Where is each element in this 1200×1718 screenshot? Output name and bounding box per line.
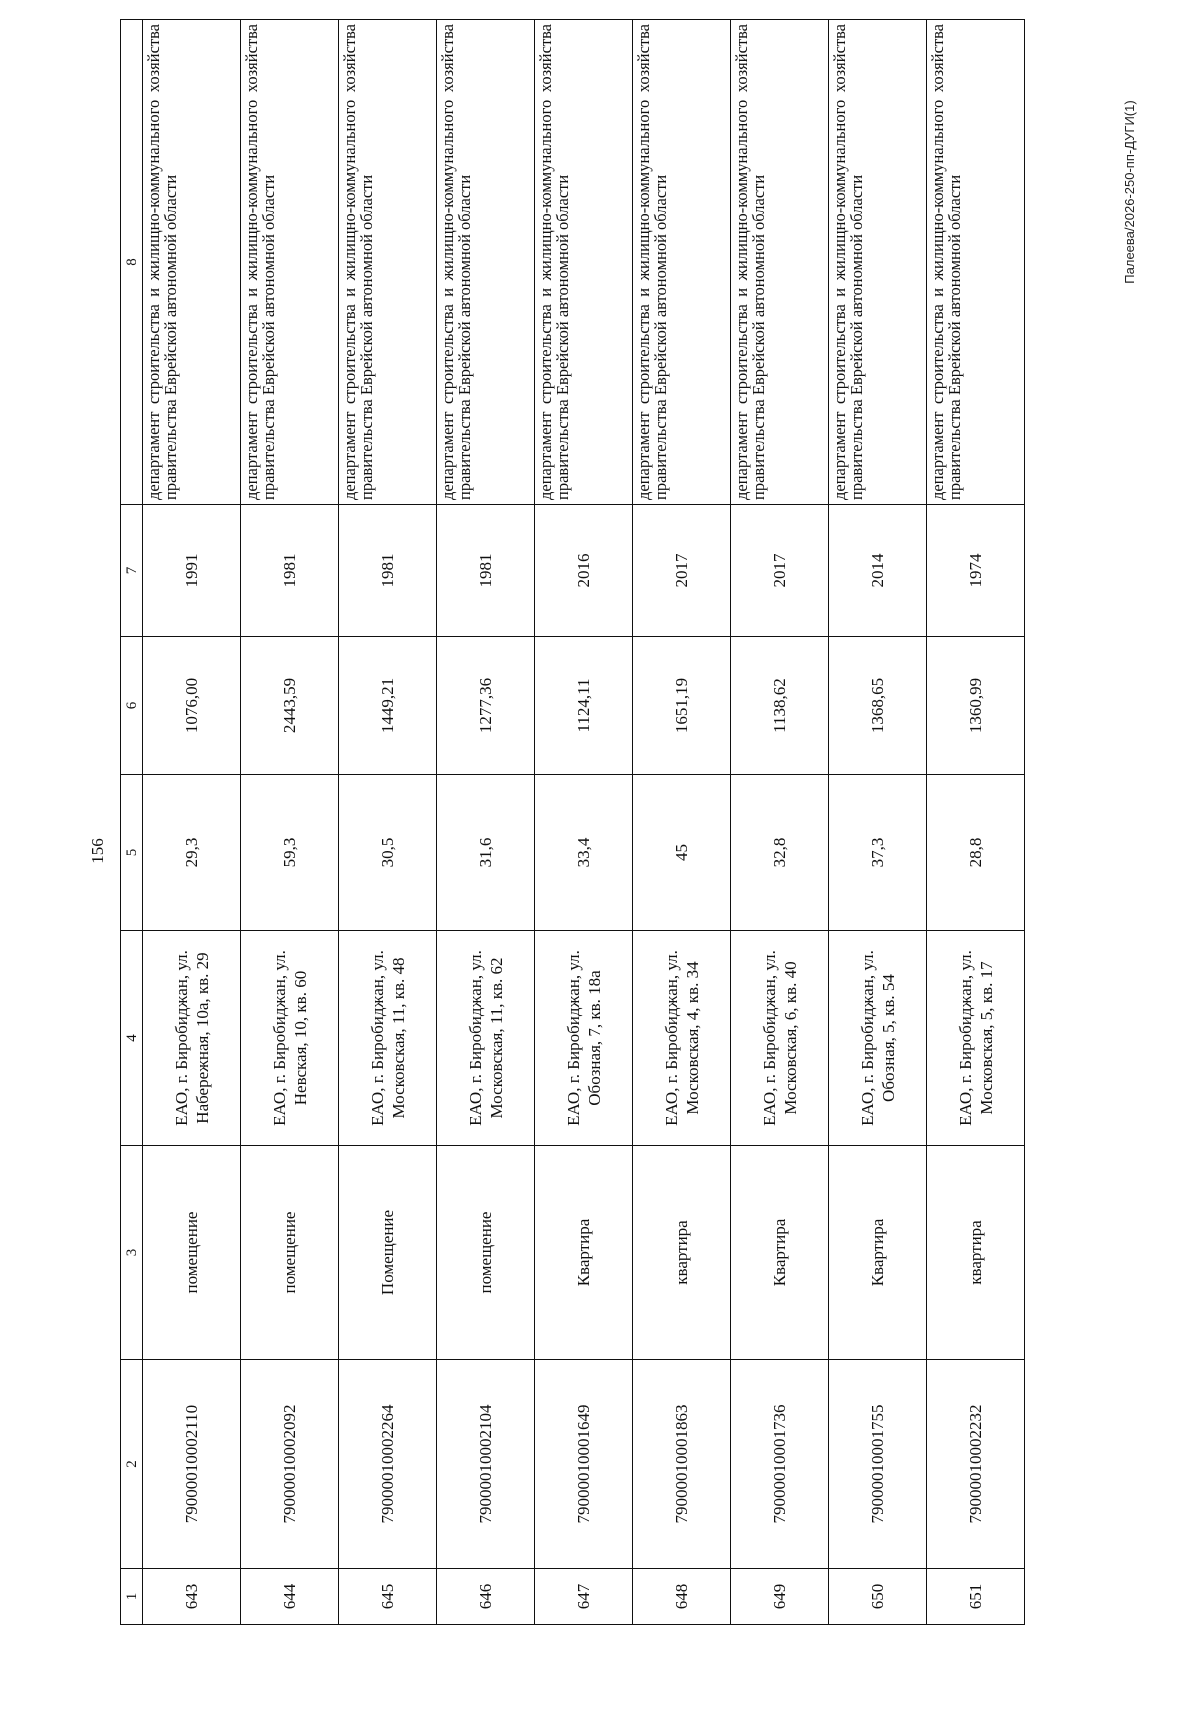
table-row (731, 20, 829, 1625)
year-cell: 2016 (535, 505, 633, 637)
address-cell: ЕАО, г. Биробиджан, ул. Московская, 4, кв. 34 (633, 931, 731, 1146)
year-cell: 2014 (829, 505, 927, 637)
cadastral-number-cell: 79000010002232 (927, 1360, 1025, 1569)
area-cell: 28,8 (927, 775, 1025, 931)
object-type-cell: Квартира (731, 1146, 829, 1360)
row-number-cell: 645 (339, 1569, 437, 1625)
rights-holder-cell: департамент строительства и жилищно-коммунального хозяйства правительства Еврейской автономной области (241, 20, 339, 505)
column-header: 7 (121, 505, 143, 637)
rights-holder-cell: департамент строительства и жилищно-коммунального хозяйства правительства Еврейской автономной области (633, 20, 731, 505)
column-header: 6 (121, 637, 143, 775)
value-cell: 1449,21 (339, 637, 437, 775)
value-cell: 1360,99 (927, 637, 1025, 775)
value-cell: 1124,11 (535, 637, 633, 775)
address-cell: ЕАО, г. Биробиджан, ул. Московская, 11, кв. 62 (437, 931, 535, 1146)
cadastral-number-cell: 79000010002092 (241, 1360, 339, 1569)
year-cell: 2017 (731, 505, 829, 637)
value-cell: 1076,00 (143, 637, 241, 775)
object-type-cell: квартира (633, 1146, 731, 1360)
year-cell: 1981 (437, 505, 535, 637)
value-cell: 1138,62 (731, 637, 829, 775)
value-cell: 1277,36 (437, 637, 535, 775)
row-number-cell: 647 (535, 1569, 633, 1625)
column-header: 8 (121, 20, 143, 505)
table-row (829, 20, 927, 1625)
address-cell: ЕАО, г. Биробиджан, ул. Обозная, 5, кв. 54 (829, 931, 927, 1146)
row-number-cell: 651 (927, 1569, 1025, 1625)
address-cell: ЕАО, г. Биробиджан, ул. Невская, 10, кв. 60 (241, 931, 339, 1146)
area-cell: 59,3 (241, 775, 339, 931)
object-type-cell: помещение (241, 1146, 339, 1360)
object-type-cell: Помещение (339, 1146, 437, 1360)
area-cell: 33,4 (535, 775, 633, 931)
rights-holder-cell: департамент строительства и жилищно-коммунального хозяйства правительства Еврейской автономной области (437, 20, 535, 505)
cadastral-number-cell: 79000010001863 (633, 1360, 731, 1569)
value-cell: 1651,19 (633, 637, 731, 775)
row-number-cell: 646 (437, 1569, 535, 1625)
table-header-row (121, 20, 143, 1625)
rights-holder-cell: департамент строительства и жилищно-коммунального хозяйства правительства Еврейской автономной области (535, 20, 633, 505)
cadastral-number-cell: 79000010002104 (437, 1360, 535, 1569)
column-header: 4 (121, 931, 143, 1146)
cadastral-number-cell: 79000010001755 (829, 1360, 927, 1569)
rights-holder-cell: департамент строительства и жилищно-коммунального хозяйства правительства Еврейской автономной области (339, 20, 437, 505)
cadastral-number-cell: 79000010002264 (339, 1360, 437, 1569)
row-number-cell: 648 (633, 1569, 731, 1625)
table-row (241, 20, 339, 1625)
row-number-cell: 644 (241, 1569, 339, 1625)
page-number: 156 (88, 838, 107, 864)
rotated-page-content (120, 20, 1020, 1625)
table-row (143, 20, 241, 1625)
table-row (339, 20, 437, 1625)
column-header: 1 (121, 1569, 143, 1625)
area-cell: 45 (633, 775, 731, 931)
row-number-cell: 643 (143, 1569, 241, 1625)
column-header: 2 (121, 1360, 143, 1569)
table-row (437, 20, 535, 1625)
address-cell: ЕАО, г. Биробиджан, ул. Московская, 11, кв. 48 (339, 931, 437, 1146)
area-cell: 32,8 (731, 775, 829, 931)
row-number-cell: 649 (731, 1569, 829, 1625)
address-cell: ЕАО, г. Биробиджан, ул. Московская, 6, кв. 40 (731, 931, 829, 1146)
property-register-table (120, 19, 1025, 1625)
year-cell: 2017 (633, 505, 731, 637)
address-cell: ЕАО, г. Биробиджан, ул. Набережная, 10а, кв. 29 (143, 931, 241, 1146)
document-reference: Палеева/2026-250-пп-ДУГИ(1) (1122, 100, 1137, 284)
column-header: 5 (121, 775, 143, 931)
year-cell: 1991 (143, 505, 241, 637)
year-cell: 1974 (927, 505, 1025, 637)
cadastral-number-cell: 79000010001649 (535, 1360, 633, 1569)
area-cell: 29,3 (143, 775, 241, 931)
area-cell: 31,6 (437, 775, 535, 931)
address-cell: ЕАО, г. Биробиджан, ул. Московская, 5, кв. 17 (927, 931, 1025, 1146)
row-number-cell: 650 (829, 1569, 927, 1625)
year-cell: 1981 (339, 505, 437, 637)
value-cell: 2443,59 (241, 637, 339, 775)
column-header: 3 (121, 1146, 143, 1360)
rights-holder-cell: департамент строительства и жилищно-коммунального хозяйства правительства Еврейской автономной области (829, 20, 927, 505)
object-type-cell: помещение (437, 1146, 535, 1360)
area-cell: 30,5 (339, 775, 437, 931)
year-cell: 1981 (241, 505, 339, 637)
rights-holder-cell: департамент строительства и жилищно-коммунального хозяйства правительства Еврейской автономной области (731, 20, 829, 505)
value-cell: 1368,65 (829, 637, 927, 775)
area-cell: 37,3 (829, 775, 927, 931)
object-type-cell: Квартира (535, 1146, 633, 1360)
address-cell: ЕАО, г. Биробиджан, ул. Обозная, 7, кв. 18а (535, 931, 633, 1146)
cadastral-number-cell: 79000010001736 (731, 1360, 829, 1569)
table-row (633, 20, 731, 1625)
table-row (927, 20, 1025, 1625)
table-row (535, 20, 633, 1625)
rights-holder-cell: департамент строительства и жилищно-коммунального хозяйства правительства Еврейской автономной области (143, 20, 241, 505)
cadastral-number-cell: 79000010002110 (143, 1360, 241, 1569)
object-type-cell: помещение (143, 1146, 241, 1360)
rights-holder-cell: департамент строительства и жилищно-коммунального хозяйства правительства Еврейской автономной области (927, 20, 1025, 505)
object-type-cell: квартира (927, 1146, 1025, 1360)
object-type-cell: Квартира (829, 1146, 927, 1360)
